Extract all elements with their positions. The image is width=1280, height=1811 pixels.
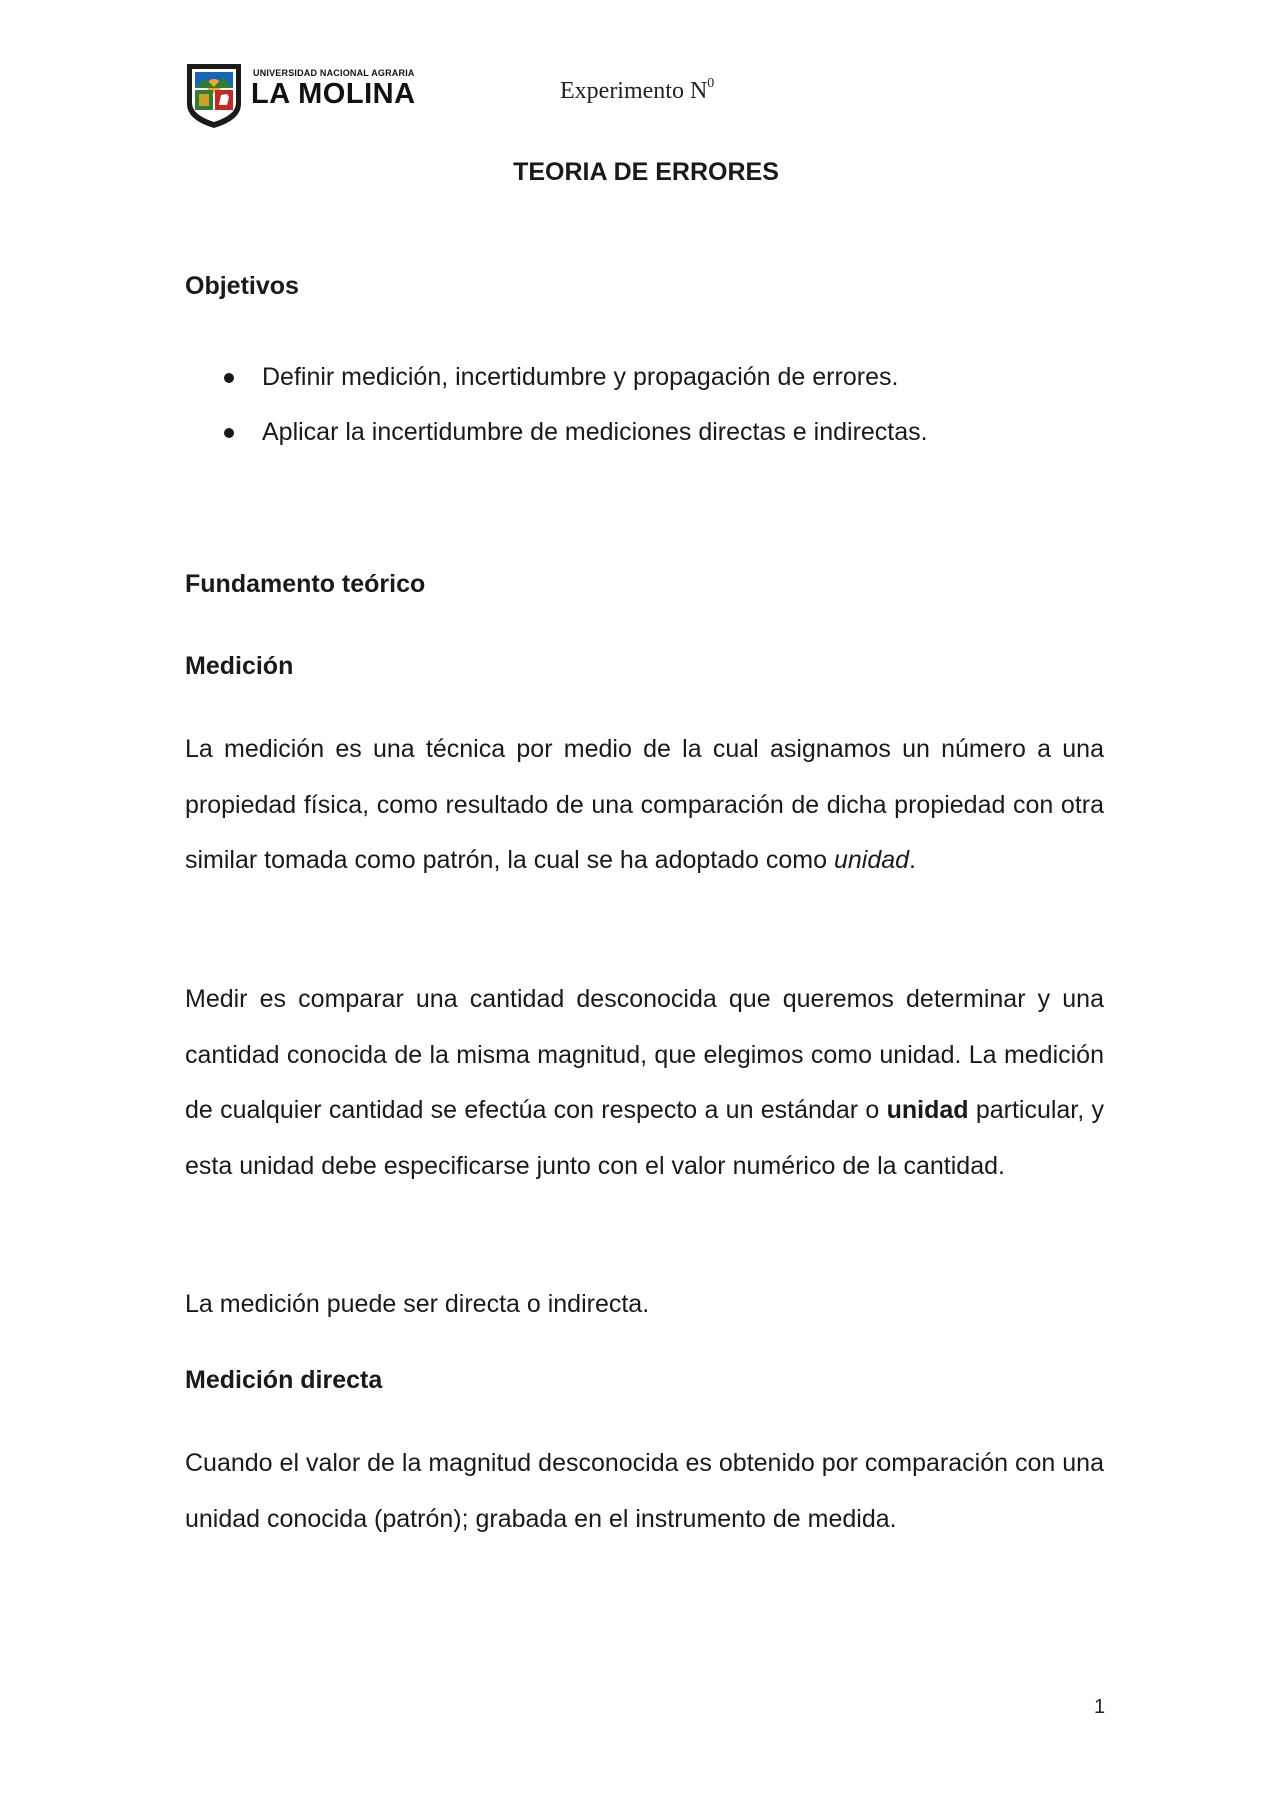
paragraph-medicion-directa: Cuando el valor de la magnitud desconocida es obtenido por comparación con una unidad conocida (patrón); grabada en el instrumento de medida. bbox=[185, 1449, 1104, 1533]
page-number: 1 bbox=[1094, 1696, 1106, 1718]
list-item bbox=[185, 350, 1085, 405]
university-logo bbox=[183, 60, 423, 130]
list-item-text: Aplicar la incertidumbre de mediciones directas e indirectas. bbox=[262, 418, 928, 446]
experiment-superscript: 0 bbox=[707, 76, 715, 91]
list-item bbox=[185, 405, 1085, 460]
paragraph-medicion-2 bbox=[185, 972, 1104, 1194]
heading-objetivos: Objetivos bbox=[185, 272, 299, 300]
paragraph-medicion-3: La medición puede ser directa o indirecta. bbox=[185, 1290, 650, 1318]
heading-medicion-directa: Medición directa bbox=[185, 1366, 383, 1394]
heading-medicion: Medición bbox=[185, 652, 294, 680]
paragraph-text: La medición es una técnica por medio de la cual asignamos un número a una propiedad física, como resultado de una comparación de dicha propiedad con otra similar tomada como patrón, la cual se ha adoptado como bbox=[185, 735, 1104, 874]
paragraph-text-end: particular, y esta unidad debe especificarse junto con el valor numérico de la cantidad. bbox=[185, 1096, 1104, 1180]
experiment-label: Experimento N bbox=[560, 78, 708, 104]
logo-university-label: UNIVERSIDAD NACIONAL AGRARIA bbox=[253, 68, 415, 78]
paragraph-text-end: . bbox=[909, 846, 916, 874]
bullet-icon bbox=[224, 428, 234, 438]
heading-fundamento-teorico: Fundamento teórico bbox=[185, 570, 426, 598]
list-item-text: Definir medición, incertidumbre y propagación de errores. bbox=[262, 363, 899, 391]
paragraph-italic-unidad: unidad bbox=[833, 846, 910, 874]
paragraph-medicion-1 bbox=[185, 722, 1104, 889]
university-crest-icon bbox=[183, 60, 245, 130]
paragraph-bold-unidad: unidad bbox=[886, 1096, 969, 1124]
document-title: TEORIA DE ERRORES bbox=[513, 158, 779, 186]
experiment-number bbox=[560, 78, 714, 105]
logo-university-name: LA MOLINA bbox=[251, 78, 416, 110]
bullet-icon bbox=[224, 373, 234, 383]
objectives-list bbox=[185, 350, 1085, 460]
paragraph-text: Medir es comparar una cantidad desconocida que queremos determinar y una cantidad conocida de la misma magnitud, que elegimos como unidad. La medición de cualquier cantidad se efectúa con respecto a un estándar o bbox=[185, 985, 1104, 1124]
